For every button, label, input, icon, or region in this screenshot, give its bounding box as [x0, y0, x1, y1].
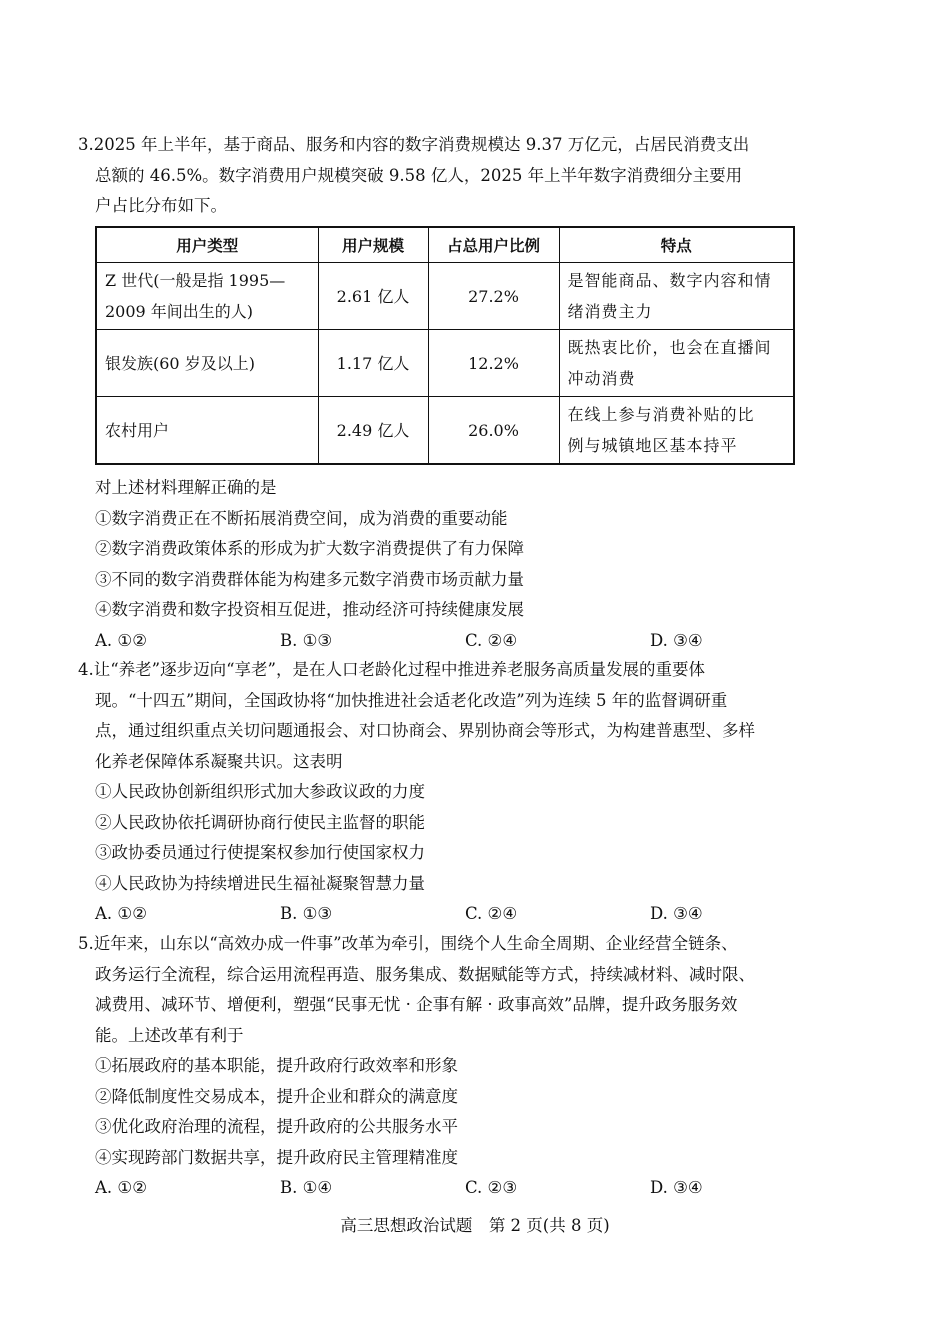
cell-line: 在线上参与消费补贴的比 [567, 405, 755, 424]
stem-line: 点，通过组织重点关切问题通报会、对口协商会、界别协商会等形式，为构建普惠型、多样 [95, 721, 755, 740]
option-c[interactable]: C. ②④ [465, 630, 518, 650]
option-a[interactable]: A. ①② [95, 904, 147, 923]
statement-item: ①拓展政府的基本职能，提升政府行政效率和形象 [95, 1056, 458, 1075]
statement-item: ③不同的数字消费群体能为构建多元数字消费市场贡献力量 [95, 569, 524, 589]
cell-user-scale: 1.17 亿人 [318, 330, 428, 397]
question-4 [78, 655, 798, 930]
table-row [96, 397, 794, 465]
stem-line: 能。上述改革有利于 [95, 1025, 244, 1045]
stem-line: 总额的 46.5%。数字消费用户规模突破 9.58 亿人，2025 年上半年数字消费细分主要用 [95, 165, 743, 185]
question-3-body [78, 473, 798, 656]
option-c[interactable]: C. ②④ [465, 904, 518, 923]
option-a[interactable]: A. ①② [95, 630, 147, 650]
stem-line: 3.2025 年上半年，基于商品、服务和内容的数字消费规模达 9.37 万亿元，占居民消费支出 [78, 135, 750, 154]
cell-feature [559, 330, 794, 397]
answer-options [78, 1173, 798, 1204]
question-5 [78, 929, 798, 1204]
cell-ratio: 12.2% [428, 330, 559, 397]
header-feature: 特点 [559, 227, 794, 263]
cell-line: 绪消费主力 [567, 302, 653, 321]
option-b[interactable]: B. ①④ [280, 1178, 333, 1197]
cell-line: Z 世代(一般是指 1995— [105, 271, 286, 290]
option-d[interactable]: D. ③④ [650, 630, 703, 650]
option-d[interactable]: D. ③④ [650, 904, 703, 923]
cell-line: 冲动消费 [567, 369, 636, 388]
cell-ratio: 27.2% [428, 263, 559, 330]
option-a[interactable]: A. ①② [95, 1178, 147, 1197]
cell-line: 农村用户 [105, 420, 170, 440]
question-prompt: 对上述材料理解正确的是 [95, 478, 277, 497]
option-d[interactable]: D. ③④ [650, 1178, 703, 1197]
stem-line: 政务运行全流程，综合运用流程再造、服务集成、数据赋能等方式，持续减材料、减时限、 [95, 964, 755, 984]
option-c[interactable]: C. ②③ [465, 1178, 518, 1197]
cell-user-type [96, 397, 318, 465]
header-ratio: 占总用户比例 [428, 227, 559, 263]
statement-item: ②数字消费政策体系的形成为扩大数字消费提供了有力保障 [95, 539, 524, 558]
user-distribution-table [95, 226, 795, 465]
stem-line: 户占比分布如下。 [95, 196, 227, 215]
answer-options [78, 899, 798, 930]
statement-item: ④人民政协为持续增进民生福祉凝聚智慧力量 [95, 873, 425, 893]
cell-feature [559, 397, 794, 465]
stem-line: 4.让“养老”逐步迈向“享老”，是在人口老龄化过程中推进养老服务高质量发展的重要体 [78, 660, 705, 679]
option-b[interactable]: B. ①③ [280, 630, 333, 650]
cell-line: 银发族(60 岁及以上) [105, 353, 255, 373]
cell-line: 既热衷比价，也会在直播间 [567, 338, 772, 357]
cell-line: 是智能商品、数字内容和情 [567, 271, 772, 290]
table-row [96, 330, 794, 397]
header-user-scale: 用户规模 [318, 227, 428, 263]
cell-user-scale: 2.49 亿人 [318, 397, 428, 465]
cell-line: 2009 年间出生的人) [105, 302, 254, 321]
statement-item: ①数字消费正在不断拓展消费空间，成为消费的重要动能 [95, 508, 508, 528]
option-b[interactable]: B. ①③ [280, 904, 333, 923]
cell-user-type [96, 330, 318, 397]
statement-item: ③政协委员通过行使提案权参加行使国家权力 [95, 843, 425, 862]
stem-line: 减费用、减环节、增便利，塑强“民事无忧 · 企事有解 · 政事高效”品牌，提升政务服务效 [95, 995, 738, 1014]
stem-line: 现。“十四五”期间，全国政协将“加快推进社会适老化改造”列为连续 5 年的监督调研重 [95, 690, 728, 710]
stem-line: 5.近年来，山东以“高效办成一件事”改革为牵引，围绕个人生命全周期、企业经营全链条、 [78, 934, 738, 953]
page-footer: 高三思想政治试题 第 2 页(共 8 页) [340, 1216, 610, 1235]
stem-line: 化养老保障体系凝聚共识。这表明 [95, 751, 343, 771]
cell-feature [559, 263, 794, 330]
cell-user-type [96, 263, 318, 330]
statement-item: ②人民政协依托调研协商行使民主监督的职能 [95, 812, 425, 832]
cell-ratio: 26.0% [428, 397, 559, 465]
table-row [96, 263, 794, 330]
statement-item: ④实现跨部门数据共享，提升政府民主管理精准度 [95, 1147, 458, 1167]
answer-options [78, 626, 798, 657]
table-header-row [96, 227, 794, 263]
statement-item: ①人民政协创新组织形式加大参政议政的力度 [95, 782, 425, 801]
statement-item: ②降低制度性交易成本，提升企业和群众的满意度 [95, 1086, 458, 1106]
question-3-stem [78, 130, 798, 222]
header-user-type: 用户类型 [96, 227, 318, 263]
cell-user-scale: 2.61 亿人 [318, 263, 428, 330]
statement-item: ③优化政府治理的流程，提升政府的公共服务水平 [95, 1117, 458, 1136]
cell-line: 例与城镇地区基本持平 [567, 436, 738, 455]
statement-item: ④数字消费和数字投资相互促进，推动经济可持续健康发展 [95, 600, 524, 619]
